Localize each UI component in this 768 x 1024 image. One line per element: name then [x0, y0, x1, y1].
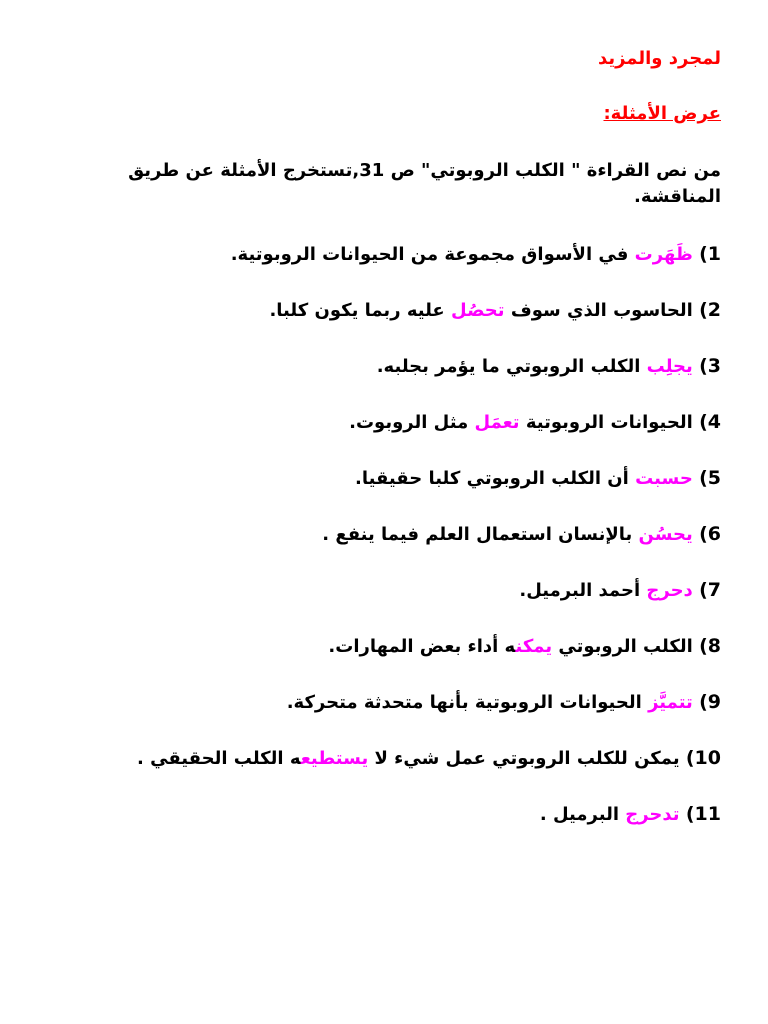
- example-text-after: مثل الروبوت.: [349, 412, 475, 433]
- highlighted-verb: تدحرج: [625, 804, 680, 825]
- highlighted-verb: تحصُل: [451, 300, 505, 321]
- example-item: [40, 634, 721, 659]
- example-text-after: أحمد البرميل.: [519, 580, 647, 601]
- example-item: [40, 354, 721, 379]
- example-number: 9): [699, 691, 721, 713]
- highlighted-verb: يمكن: [515, 636, 553, 657]
- example-number: 10): [685, 747, 721, 769]
- example-item: [40, 746, 721, 771]
- highlighted-verb: ظَهَرت: [634, 244, 693, 265]
- example-number: 2): [699, 299, 721, 321]
- example-text-after: البرميل .: [539, 804, 626, 825]
- highlighted-verb: حسبت: [635, 468, 693, 489]
- example-text-after: الكلب الروبوتي ما يؤمر بجلبه.: [376, 356, 647, 377]
- example-text-after: عليه ربما يكون كلبا.: [269, 300, 451, 321]
- intro-paragraph: من نص القراءة " الكلب الروبوتي" ص 31,تستخرج الأمثلة عن طريق المناقشة.: [128, 160, 721, 207]
- example-number: 5): [699, 467, 721, 489]
- highlighted-verb: يستطيع: [300, 748, 369, 769]
- example-item: [40, 410, 721, 435]
- example-item: [40, 466, 721, 491]
- highlighted-verb: تعمَل: [474, 412, 520, 433]
- example-item: [40, 578, 721, 603]
- example-item: [40, 690, 721, 715]
- example-text-after: الحيوانات الروبوتية بأنها متحدثة متحركة.: [286, 692, 649, 713]
- example-item: [40, 242, 721, 267]
- example-number: 1): [699, 243, 721, 265]
- highlighted-verb: تتميَّز: [648, 692, 693, 713]
- examples-subheading: عرض الأمثلة:: [603, 103, 721, 124]
- example-text-after: ه الكلب الحقيقي .: [137, 748, 301, 769]
- example-text-after: بالإنسان استعمال العلم فيما ينفع .: [322, 524, 639, 545]
- example-text-after: في الأسواق مجموعة من الحيوانات الروبوتية.: [230, 244, 635, 265]
- document-heading: لمجرد والمزيد: [597, 48, 721, 69]
- example-text-after: أن الكلب الروبوتي كلبا حقيقيا.: [355, 468, 636, 489]
- highlighted-verb: يجلِب: [646, 356, 693, 377]
- example-number: 3): [699, 355, 721, 377]
- example-number: 7): [699, 579, 721, 601]
- highlighted-verb: دحرج: [646, 580, 693, 601]
- example-item: [40, 298, 721, 323]
- example-number: 6): [699, 523, 721, 545]
- example-text-before: الحيوانات الروبوتية: [519, 412, 700, 433]
- example-text-before: يمكن للكلب الروبوتي عمل شيء لا: [368, 748, 686, 769]
- example-text-before: الحاسوب الذي سوف: [504, 300, 700, 321]
- example-text-before: الكلب الروبوتي: [552, 636, 700, 657]
- example-number: 11): [685, 803, 721, 825]
- example-item: [40, 802, 721, 827]
- example-item: [40, 522, 721, 547]
- highlighted-verb: يحسُن: [638, 524, 693, 545]
- example-number: 4): [699, 411, 721, 433]
- example-number: 8): [699, 635, 721, 657]
- example-text-after: ه أداء بعض المهارات.: [328, 636, 516, 657]
